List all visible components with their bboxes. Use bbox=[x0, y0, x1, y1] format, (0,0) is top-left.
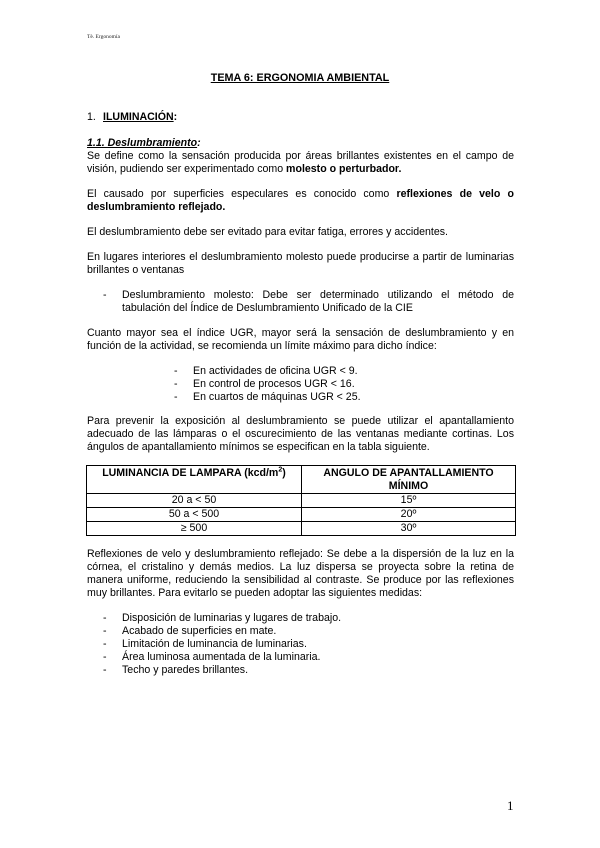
paragraph-interiors: En lugares interiores el deslumbramiento molesto puede producirse a partir de luminarias brillantes o ventanas bbox=[87, 251, 514, 276]
list-item bbox=[174, 365, 434, 378]
table-row bbox=[87, 508, 516, 522]
table-header-luminance-text: LUMINANCIA DE LAMPARA (kcd/m bbox=[102, 467, 279, 479]
paragraph-definition-text: Se define como la sensación producida por áreas brillantes existentes en el campo de visión, pudiendo ser experimentado como bbox=[87, 150, 514, 175]
list-item bbox=[174, 391, 434, 404]
paragraph-veiling-reflections: Reflexiones de velo y deslumbramiento reflejado: Se debe a la dispersión de la luz en la córnea, el cristalino y demás medios. La luz dispersa se proyecta sobre la retina de manera uniforme, reduciendo la sensibilidad al contraste. Se produce por las reflexiones muy brillantes. Para evitarlo se pueden adoptar las siguientes medidas: bbox=[87, 548, 514, 599]
bullet-dash: - bbox=[103, 664, 107, 676]
list-item bbox=[103, 651, 514, 664]
bullet-dash: - bbox=[103, 638, 107, 650]
paragraph-prevention: Para prevenir la exposición al deslumbramiento se puede utilizar el apantallamiento adecuado de las lámparas o el oscurecimiento de las ventanas mediante cortinas. Los ángulos de apantallamiento mínimos se especifican en la tabla siguiente. bbox=[87, 415, 514, 453]
section-label: ILUMINACIÓN bbox=[103, 111, 174, 123]
bullet-dash: - bbox=[103, 651, 107, 663]
bullet-dash: - bbox=[103, 612, 107, 624]
list-item bbox=[103, 612, 514, 625]
section-number: 1. bbox=[87, 111, 96, 123]
running-header: Tè. Ergonomía bbox=[87, 34, 120, 40]
table-cell-angle: 30º bbox=[302, 522, 516, 536]
list-item-text: Acabado de superficies en mate. bbox=[122, 625, 277, 637]
page-number: 1 bbox=[507, 798, 514, 813]
table-row bbox=[87, 522, 516, 536]
bullet-dash: - bbox=[174, 378, 178, 390]
table-cell-angle: 15º bbox=[302, 494, 516, 508]
list-item bbox=[103, 664, 514, 677]
table-cell-luminance: 20 a < 50 bbox=[87, 494, 302, 508]
table-header-row bbox=[87, 466, 516, 494]
bullet-dash: - bbox=[103, 289, 107, 301]
list-item-text: En control de procesos UGR < 16. bbox=[193, 378, 355, 390]
page-title: TEMA 6: ERGONOMIA AMBIENTAL bbox=[210, 72, 390, 84]
table-header-angle: ANGULO DE APANTALLAMIENTO MÍNIMO bbox=[302, 466, 516, 494]
list-item bbox=[103, 625, 514, 638]
list-molesto bbox=[103, 289, 514, 315]
bullet-dash: - bbox=[174, 391, 178, 403]
list-item-text: Deslumbramiento molesto: Debe ser determinado utilizando el método de tabulación del Índice de Deslumbramiento Unificado de la CIE bbox=[122, 289, 514, 314]
subsection-colon: : bbox=[197, 137, 201, 149]
table-cell-luminance: ≥ 500 bbox=[87, 522, 302, 536]
paragraph-specular-text: El causado por superficies especulares es conocido como bbox=[87, 188, 397, 200]
paragraph-definition-emphasis: molesto o perturbador. bbox=[286, 163, 402, 175]
paragraph-specular bbox=[87, 188, 514, 214]
section-heading bbox=[87, 111, 177, 124]
subsection-heading bbox=[87, 137, 201, 150]
paragraph-avoid: El deslumbramiento debe ser evitado para evitar fatiga, errores y accidentes. bbox=[87, 226, 448, 238]
list-item-text: Techo y paredes brillantes. bbox=[122, 664, 249, 676]
list-item-text: En cuartos de máquinas UGR < 25. bbox=[193, 391, 361, 403]
list-item bbox=[103, 289, 514, 315]
list-ugr-limits bbox=[174, 365, 434, 404]
list-item-text: Área luminosa aumentada de la luminaria. bbox=[122, 651, 321, 663]
list-item bbox=[174, 378, 434, 391]
list-item-text: En actividades de oficina UGR < 9. bbox=[193, 365, 358, 377]
table-header-luminance bbox=[87, 466, 302, 494]
bullet-dash: - bbox=[174, 365, 178, 377]
table-cell-angle: 20º bbox=[302, 508, 516, 522]
bullet-dash: - bbox=[103, 625, 107, 637]
paragraph-definition bbox=[87, 150, 514, 176]
section-colon: : bbox=[173, 111, 178, 123]
shielding-angle-table bbox=[86, 465, 516, 536]
list-item-text: Limitación de luminancia de luminarias. bbox=[122, 638, 307, 650]
list-measures bbox=[103, 612, 514, 677]
subsection-title: 1.1. Deslumbramiento bbox=[87, 137, 198, 149]
list-item bbox=[103, 638, 514, 651]
list-item-text: Disposición de luminarias y lugares de trabajo. bbox=[122, 612, 342, 624]
paragraph-specular-emphasis: reflexiones de velo o deslumbramiento reflejado. bbox=[87, 188, 514, 213]
table-row bbox=[87, 494, 516, 508]
table-header-luminance-sup: 2 bbox=[278, 466, 283, 474]
table-header-luminance-end: ) bbox=[282, 467, 286, 479]
paragraph-ugr: Cuanto mayor sea el índice UGR, mayor será la sensación de deslumbramiento y en función de la actividad, se recomienda un límite máximo para dicho índice: bbox=[87, 327, 514, 352]
table-cell-luminance: 50 a < 500 bbox=[87, 508, 302, 522]
